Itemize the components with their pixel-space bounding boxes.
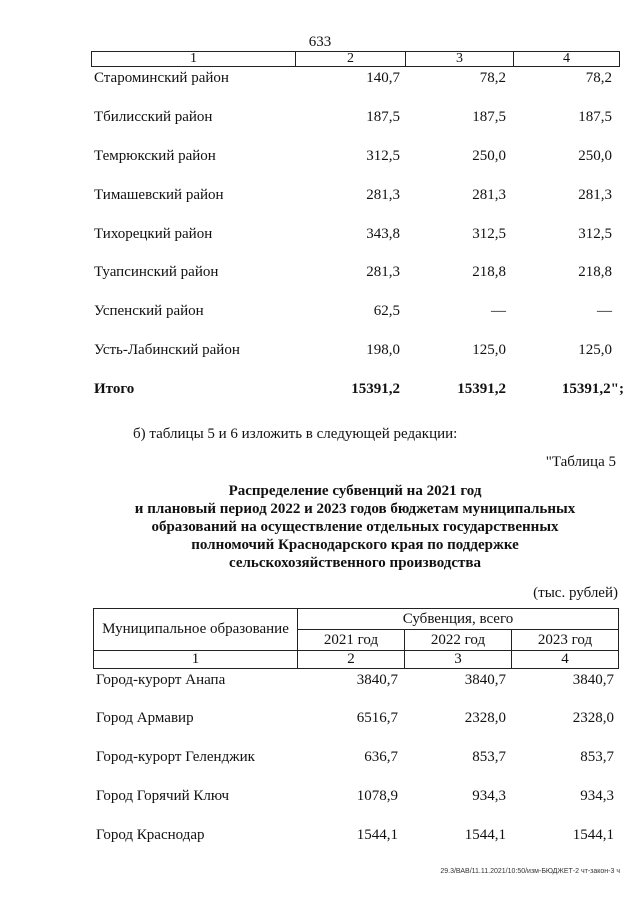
value-2022: 3840,7 [464, 672, 506, 688]
header-year-2023: 2023 год [512, 630, 619, 651]
total-col3: 15391,2 [457, 381, 506, 397]
value-col3: 125,0 [472, 342, 506, 358]
value-2022: 1544,1 [464, 827, 506, 843]
municipality-name: Город Горячий Ключ [96, 788, 230, 804]
table2-row [96, 710, 620, 730]
value-col2: 198,0 [366, 342, 400, 358]
page-number: 633 [308, 34, 332, 50]
value-2023: 853,7 [580, 749, 614, 765]
header-subvention: Субвенция, всего [298, 609, 619, 630]
municipality-name: Город Краснодар [96, 827, 205, 843]
table1-row [94, 264, 620, 284]
title-line: полномочий Краснодарского края по поддержке [191, 537, 519, 553]
header-num-3: 3 [405, 651, 512, 669]
title-line: сельскохозяйственного производства [229, 555, 481, 571]
value-2022: 853,7 [472, 749, 506, 765]
table1-row [94, 148, 620, 168]
table1-row [94, 187, 620, 207]
value-col4: 250,0 [578, 148, 612, 164]
municipality-name: Город-курорт Геленджик [96, 749, 255, 765]
table-reference: "Таблица 5 [545, 454, 616, 470]
value-col3: 250,0 [472, 148, 506, 164]
value-2021: 3840,7 [356, 672, 398, 688]
value-2021: 1544,1 [356, 827, 398, 843]
value-col2: 281,3 [366, 264, 400, 280]
value-2022: 934,3 [472, 788, 506, 804]
title-line: и плановый период 2022 и 2023 годов бюджетам муниципальных [134, 501, 576, 517]
value-2023: 934,3 [580, 788, 614, 804]
value-2021: 1078,9 [356, 788, 398, 804]
table2-row [96, 749, 620, 769]
table1-header-col3: 3 [405, 52, 513, 66]
value-2022: 2328,0 [464, 710, 506, 726]
header-year-2021: 2021 год [298, 630, 405, 651]
total-label: Итого [94, 381, 135, 397]
value-col2: 343,8 [366, 226, 400, 242]
table2-header [93, 608, 619, 669]
value-col3: 312,5 [472, 226, 506, 242]
value-col2: 312,5 [366, 148, 400, 164]
table1-header-col4: 4 [513, 52, 619, 66]
municipality-name: Староминский район [94, 70, 229, 86]
value-col2: 62,5 [373, 303, 400, 319]
table1-row [94, 70, 620, 90]
table1-header-col1: 1 [190, 51, 197, 66]
total-col4: 15391,2"; [561, 381, 624, 397]
table-title [90, 482, 620, 572]
header-num-2: 2 [298, 651, 405, 669]
table1-row [94, 303, 620, 323]
title-line: Распределение субвенций на 2021 год [228, 483, 482, 499]
value-2023: 3840,7 [572, 672, 614, 688]
municipality-name: Туапсинский район [94, 264, 219, 280]
table2-row [96, 672, 620, 692]
value-2023: 1544,1 [572, 827, 614, 843]
value-col4: — [597, 303, 612, 319]
table1-total-row [94, 381, 624, 401]
value-col2: 140,7 [366, 70, 400, 86]
value-col4: 187,5 [578, 109, 612, 125]
document-footer: 29.3/ВАВ/11.11.2021/10:50/изм-БЮДЖЕТ-2 чт-закон-3 ч [440, 868, 620, 875]
value-col4: 125,0 [578, 342, 612, 358]
municipality-name: Тбилисский район [94, 109, 213, 125]
municipality-name: Тимашевский район [94, 187, 224, 203]
municipality-name: Город Армавир [96, 710, 194, 726]
total-col2: 15391,2 [351, 381, 400, 397]
value-col4: 218,8 [578, 264, 612, 280]
value-col4: 281,3 [578, 187, 612, 203]
header-year-2022: 2022 год [405, 630, 512, 651]
municipality-name: Темрюкский район [94, 148, 216, 164]
value-col3: 281,3 [472, 187, 506, 203]
table2-row [96, 827, 620, 847]
table2-row [96, 788, 620, 808]
value-col3: 78,2 [479, 70, 506, 86]
value-col2: 187,5 [366, 109, 400, 125]
value-2023: 2328,0 [572, 710, 614, 726]
value-2021: 636,7 [364, 749, 398, 765]
municipality-name: Усть-Лабинский район [94, 342, 240, 358]
value-col3: — [491, 303, 506, 319]
municipality-name: Успенский район [94, 303, 204, 319]
header-num-4: 4 [512, 651, 619, 669]
title-line: образований на осуществление отдельных государственных [151, 519, 559, 535]
municipality-name: Тихорецкий район [94, 226, 213, 242]
value-col2: 281,3 [366, 187, 400, 203]
header-num-1: 1 [94, 651, 298, 669]
municipality-name: Город-курорт Анапа [96, 672, 226, 688]
table1-row [94, 342, 620, 362]
header-municipality: Муниципальное образование [94, 609, 298, 651]
value-col3: 218,8 [472, 264, 506, 280]
value-col4: 78,2 [585, 70, 612, 86]
table1-row [94, 109, 620, 129]
value-2021: 6516,7 [356, 710, 398, 726]
unit-label: (тыс. рублей) [533, 585, 618, 601]
table1-header-col2: 2 [295, 52, 405, 66]
value-col3: 187,5 [472, 109, 506, 125]
table1-row [94, 226, 620, 246]
table1-header-row [91, 51, 620, 67]
value-col4: 312,5 [578, 226, 612, 242]
amendment-paragraph: б) таблицы 5 и 6 изложить в следующей редакции: [133, 426, 458, 442]
